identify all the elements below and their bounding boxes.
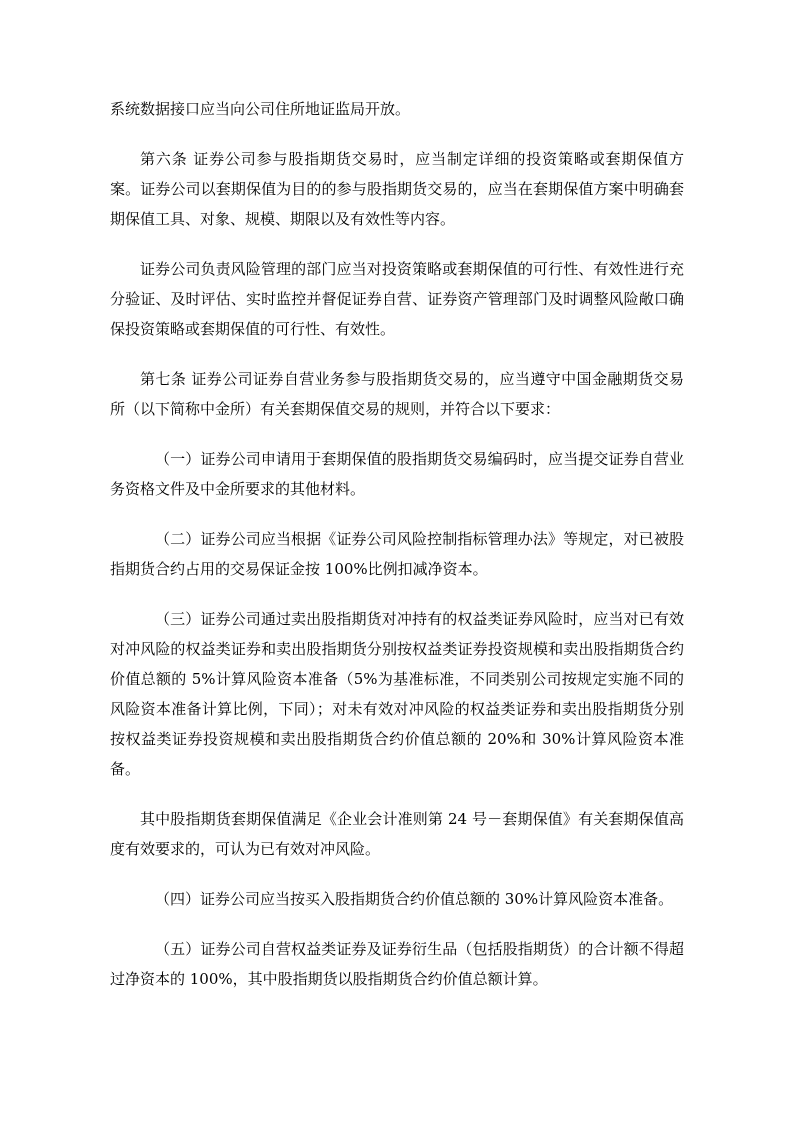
- paragraph-article-7: 第七条 证券公司证券自营业务参与股指期货交易的，应当遵守中国金融期货交易所（以下简称中金所）有关套期保值交易的规则，并符合以下要求：: [110, 370, 684, 418]
- paragraph-item-4: （四）证券公司应当按买入股指期货合约价值总额的 30%计算风险资本准备。: [155, 890, 674, 908]
- paragraph-item-3: （三）证券公司通过卖出股指期货对冲持有的权益类证券风险时，应当对已有效对冲风险的权益类证券和卖出股指期货分别按权益类证券投资规模和卖出股指期货合约价值总额的 5%计算风险资本准备（5%为基准标准，不同类别公司按规定实施不同的风险资本准备计算比例，下同）；对未有效对冲风险的权益类证券和卖出股指期货分别按权益类证券投资规模和卖出股指期货合约价值总额的 20%和 30%计算风险资本准备。: [110, 610, 684, 778]
- paragraph-item-1: （一）证券公司申请用于套期保值的股指期货交易编码时，应当提交证券自营业务资格文件及中金所要求的其他材料。: [110, 450, 684, 498]
- paragraph-risk-management: 证券公司负责风险管理的部门应当对投资策略或套期保值的可行性、有效性进行充分验证、及时评估、实时监控并督促证券自营、证券资产管理部门及时调整风险敞口确保投资策略或套期保值的可行性、有效性。: [110, 260, 684, 338]
- paragraph-hedging-note: 其中股指期货套期保值满足《企业会计准则第 24 号－套期保值》有关套期保值高度有效要求的，可认为已有效对冲风险。: [110, 810, 684, 858]
- paragraph-article-6: 第六条 证券公司参与股指期货交易时，应当制定详细的投资策略或套期保值方案。证券公司以套期保值为目的的参与股指期货交易的，应当在套期保值方案中明确套期保值工具、对象、规模、期限以及有效性等内容。: [110, 150, 684, 228]
- document-page: [110, 94, 684, 1014]
- paragraph-continuation: 系统数据接口应当向公司住所地证监局开放。: [110, 100, 411, 118]
- paragraph-item-2: （二）证券公司应当根据《证券公司风险控制指标管理办法》等规定，对已被股指期货合约占用的交易保证金按 100%比例扣减净资本。: [110, 530, 684, 578]
- paragraph-item-5: （五）证券公司自营权益类证券及证券衍生品（包括股指期货）的合计额不得超过净资本的 100%，其中股指期货以股指期货合约价值总额计算。: [110, 940, 684, 988]
